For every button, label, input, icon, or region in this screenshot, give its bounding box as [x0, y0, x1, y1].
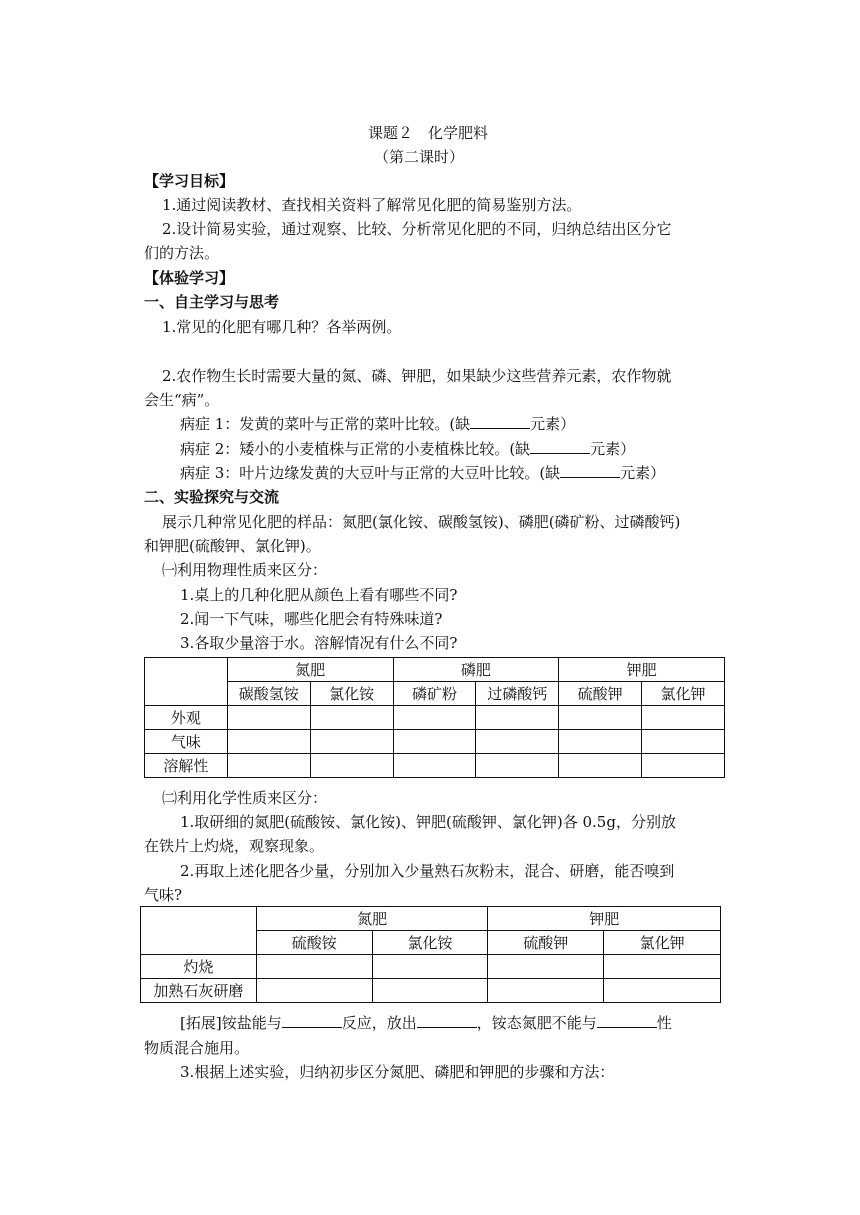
- objective-2-line2: 们的方法。: [144, 244, 220, 262]
- answer-cell[interactable]: [256, 979, 372, 1003]
- chemical-properties-table: [140, 906, 721, 1003]
- extension-text-d: 性: [656, 1014, 672, 1032]
- section2-intro-line2: 和钾肥(硫酸钾、氯化钾)。: [144, 537, 321, 555]
- column-header: 氯化铵: [310, 682, 393, 706]
- chemical-question-3: 3.根据上述实验，归纳初步区分氮肥、磷肥和钾肥的步骤和方法：: [180, 1063, 615, 1081]
- extension-text-a: [拓展]铵盐能与: [180, 1014, 282, 1032]
- answer-cell[interactable]: [476, 706, 559, 730]
- table-row: [141, 907, 721, 931]
- chemical-question-2-line2: 气味?: [144, 886, 183, 904]
- row-header: 外观: [145, 706, 228, 730]
- answer-cell[interactable]: [372, 955, 488, 979]
- table-row: [145, 682, 725, 706]
- answer-cell[interactable]: [488, 955, 604, 979]
- symptom-1-blank[interactable]: [470, 414, 530, 429]
- column-header: 氯化钾: [604, 931, 721, 955]
- extension-blank-2[interactable]: [417, 1013, 477, 1028]
- physical-properties-table: [144, 657, 725, 778]
- symptom-3-suffix: 元素）: [620, 464, 666, 482]
- answer-cell[interactable]: [393, 706, 476, 730]
- symptom-2-blank[interactable]: [530, 439, 590, 454]
- answer-cell[interactable]: [372, 979, 488, 1003]
- table-corner-cell: [145, 658, 228, 706]
- column-header: 过磷酸钙: [476, 682, 559, 706]
- answer-cell[interactable]: [227, 706, 310, 730]
- row-header: 溶解性: [145, 754, 228, 778]
- answer-cell[interactable]: [310, 730, 393, 754]
- answer-cell[interactable]: [476, 754, 559, 778]
- column-header: 硫酸铵: [256, 931, 372, 955]
- table-row: [141, 955, 721, 979]
- section2-intro-line1: 展示几种常见化肥的样品：氮肥(氯化铵、碳酸氢铵)、磷肥(磷矿粉、过磷酸钙): [162, 513, 681, 531]
- symptom-1: [180, 414, 575, 434]
- symptom-1-suffix: 元素）: [530, 415, 576, 433]
- group-header-potassium: 钾肥: [488, 907, 721, 931]
- column-header: 硫酸钾: [559, 682, 642, 706]
- extension-blank-1[interactable]: [282, 1013, 342, 1028]
- column-header: 氯化铵: [372, 931, 488, 955]
- symptom-1-text: 病症 1：发黄的菜叶与正常的菜叶比较。(缺: [180, 415, 471, 433]
- row-header: 加熟石灰研磨: [141, 979, 257, 1003]
- physical-heading: ㈠利用物理性质来区分：: [162, 561, 328, 579]
- physical-question-3: 3.各取少量溶于水。溶解情况有什么不同?: [180, 634, 458, 652]
- table-row: [141, 979, 721, 1003]
- column-header: 磷矿粉: [393, 682, 476, 706]
- lesson-subtitle: （第二课时）: [374, 148, 465, 166]
- table-row: [145, 754, 725, 778]
- extension-text-b: 反应，放出: [341, 1014, 417, 1032]
- section2-heading: 二、实验探究与交流: [144, 488, 280, 506]
- section1-question-2-line1: 2.农作物生长时需要大量的氮、磷、钾肥，如果缺少这些营养元素，农作物就: [162, 367, 672, 385]
- answer-cell[interactable]: [227, 754, 310, 778]
- section1-heading: 一、自主学习与思考: [144, 293, 280, 311]
- symptom-2: [180, 439, 635, 459]
- answer-cell[interactable]: [393, 754, 476, 778]
- row-header: 气味: [145, 730, 228, 754]
- group-header-nitrogen: 氮肥: [256, 907, 488, 931]
- experience-heading: 【体验学习】: [144, 269, 235, 287]
- symptom-2-text: 病症 2：矮小的小麦植株与正常的小麦植株比较。(缺: [180, 440, 531, 458]
- group-header-phosphorus: 磷肥: [393, 658, 559, 682]
- table-corner-cell: [141, 907, 257, 955]
- answer-cell[interactable]: [310, 754, 393, 778]
- group-header-nitrogen: 氮肥: [227, 658, 393, 682]
- answer-cell[interactable]: [559, 730, 642, 754]
- physical-question-2: 2.闻一下气味，哪些化肥会有特殊味道?: [180, 610, 443, 628]
- extension-text-c: ，铵态氮肥不能与: [476, 1014, 597, 1032]
- chemical-question-1-line2: 在铁片上灼烧，观察现象。: [144, 837, 325, 855]
- row-header: 灼烧: [141, 955, 257, 979]
- objective-1: 1.通过阅读教材、查找相关资料了解常见化肥的简易鉴别方法。: [162, 196, 582, 214]
- answer-cell[interactable]: [559, 706, 642, 730]
- answer-cell[interactable]: [310, 706, 393, 730]
- chemical-question-2-line1: 2.再取上述化肥各少量，分别加入少量熟石灰粉末，混合、研磨，能否嗅到: [180, 862, 675, 880]
- extension-line1: [180, 1013, 672, 1033]
- physical-question-1: 1.桌上的几种化肥从颜色上看有哪些不同?: [180, 586, 458, 604]
- answer-cell[interactable]: [604, 979, 721, 1003]
- column-header: 氯化钾: [642, 682, 725, 706]
- answer-cell[interactable]: [604, 955, 721, 979]
- lesson-title: 课题２ 化学肥料: [368, 124, 489, 142]
- column-header: 碳酸氢铵: [227, 682, 310, 706]
- symptom-3-blank[interactable]: [560, 463, 620, 478]
- symptom-3: [180, 463, 665, 483]
- extension-line2: 物质混合施用。: [144, 1039, 250, 1057]
- extension-blank-3[interactable]: [597, 1013, 657, 1028]
- answer-cell[interactable]: [256, 955, 372, 979]
- objectives-heading: 【学习目标】: [144, 172, 235, 190]
- answer-cell[interactable]: [488, 979, 604, 1003]
- answer-cell[interactable]: [642, 754, 725, 778]
- column-header: 硫酸钾: [488, 931, 604, 955]
- symptom-2-suffix: 元素）: [590, 440, 636, 458]
- answer-cell[interactable]: [476, 730, 559, 754]
- table-row: [145, 658, 725, 682]
- table-row: [145, 706, 725, 730]
- section1-question-2-line2: 会生“病”。: [144, 391, 220, 409]
- answer-cell[interactable]: [393, 730, 476, 754]
- chemical-heading: ㈡利用化学性质来区分：: [162, 789, 328, 807]
- chemical-question-1-line1: 1.取研细的氮肥(硫酸铵、氯化铵)、钾肥(硫酸钾、氯化钾)各 0.5g，分别放: [180, 813, 676, 831]
- answer-cell[interactable]: [642, 730, 725, 754]
- group-header-potassium: 钾肥: [559, 658, 725, 682]
- table-row: [145, 730, 725, 754]
- symptom-3-text: 病症 3：叶片边缘发黄的大豆叶与正常的大豆叶比较。(缺: [180, 464, 561, 482]
- answer-cell[interactable]: [227, 730, 310, 754]
- objective-2-line1: 2.设计简易实验，通过观察、比较、分析常见化肥的不同，归纳总结出区分它: [162, 220, 672, 238]
- answer-cell[interactable]: [559, 754, 642, 778]
- answer-cell[interactable]: [642, 706, 725, 730]
- section1-question-1: 1.常见的化肥有哪几种？各举两例。: [162, 318, 402, 336]
